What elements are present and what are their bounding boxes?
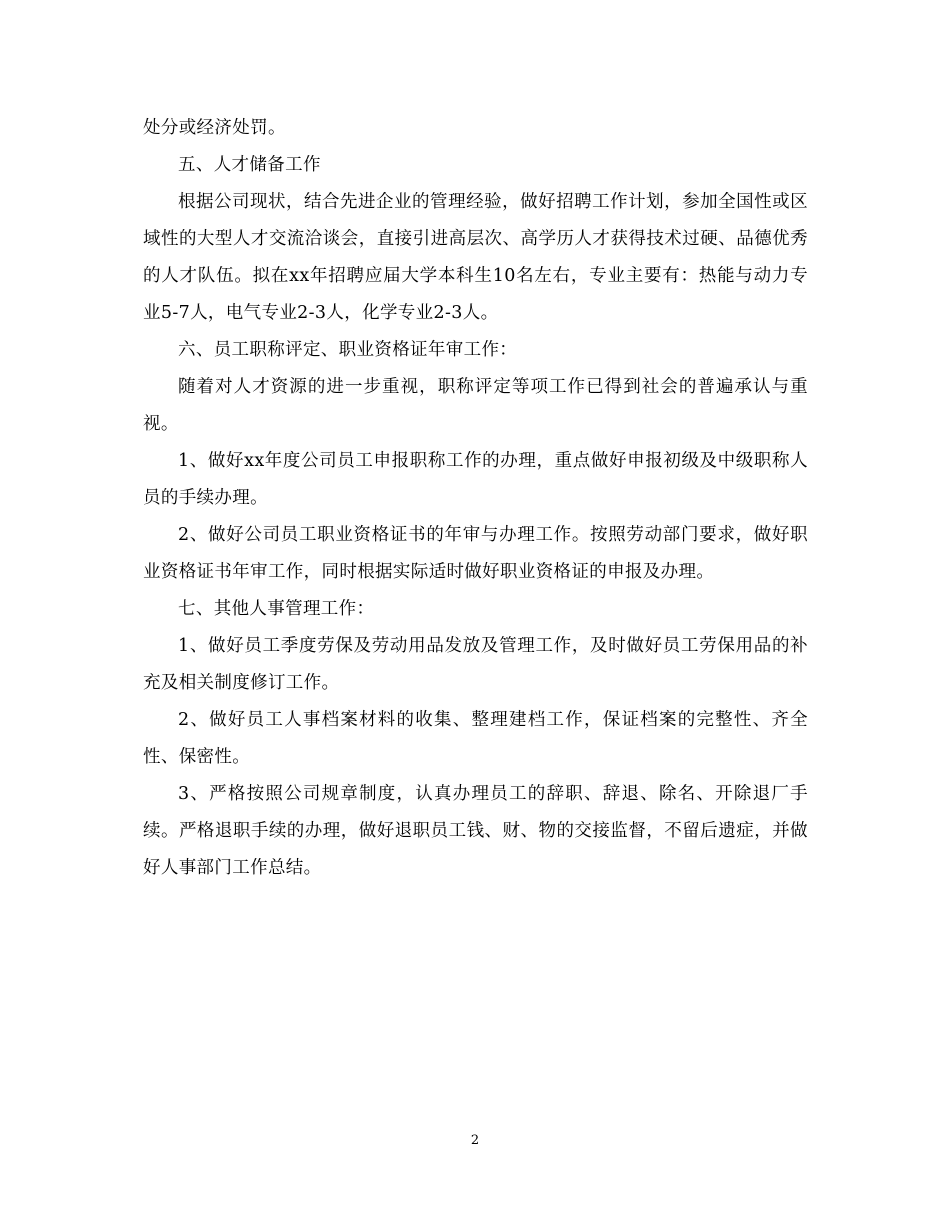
list-item: 3、严格按照公司规章制度，认真办理员工的辞职、辞退、除名、开除退厂手续。严格退职手续的办理，做好退职员工钱、财、物的交接监督，不留后遗症，并做好人事部门工作总结。 xyxy=(143,784,808,878)
page-number: 2 xyxy=(470,1133,480,1148)
section-heading: 七、其他人事管理工作： xyxy=(178,599,375,619)
section-heading: 五、人才储备工作 xyxy=(178,155,321,175)
document-body xyxy=(143,110,808,887)
list-item: 2、做好员工人事档案材料的收集、整理建档工作，保证档案的完整性、齐全性、保密性。 xyxy=(143,710,808,767)
paragraph: 根据公司现状，结合先进企业的管理经验，做好招聘工作计划，参加全国性或区域性的大型人才交流洽谈会，直接引进高层次、高学历人才获得技术过硬、品德优秀的人才队伍。拟在xx年招聘应届大学本科生10名左右，专业主要有：热能与动力专业5-7人，电气专业2-3人，化学专业2-3人。 xyxy=(143,192,808,323)
list-item: 2、做好公司员工职业资格证书的年审与办理工作。按照劳动部门要求，做好职业资格证书年审工作，同时根据实际适时做好职业资格证的申报及办理。 xyxy=(143,525,808,582)
list-item: 1、做好xx年度公司员工申报职称工作的办理，重点做好申报初级及中级职称人员的手续办理。 xyxy=(143,451,808,508)
list-item: 1、做好员工季度劳保及劳动用品发放及管理工作，及时做好员工劳保用品的补充及相关制度修订工作。 xyxy=(143,636,808,693)
paragraph: 随着对人才资源的进一步重视，职称评定等项工作已得到社会的普遍承认与重视。 xyxy=(143,377,808,434)
paragraph: 处分或经济处罚。 xyxy=(143,118,286,138)
section-heading: 六、员工职称评定、职业资格证年审工作： xyxy=(178,340,518,360)
